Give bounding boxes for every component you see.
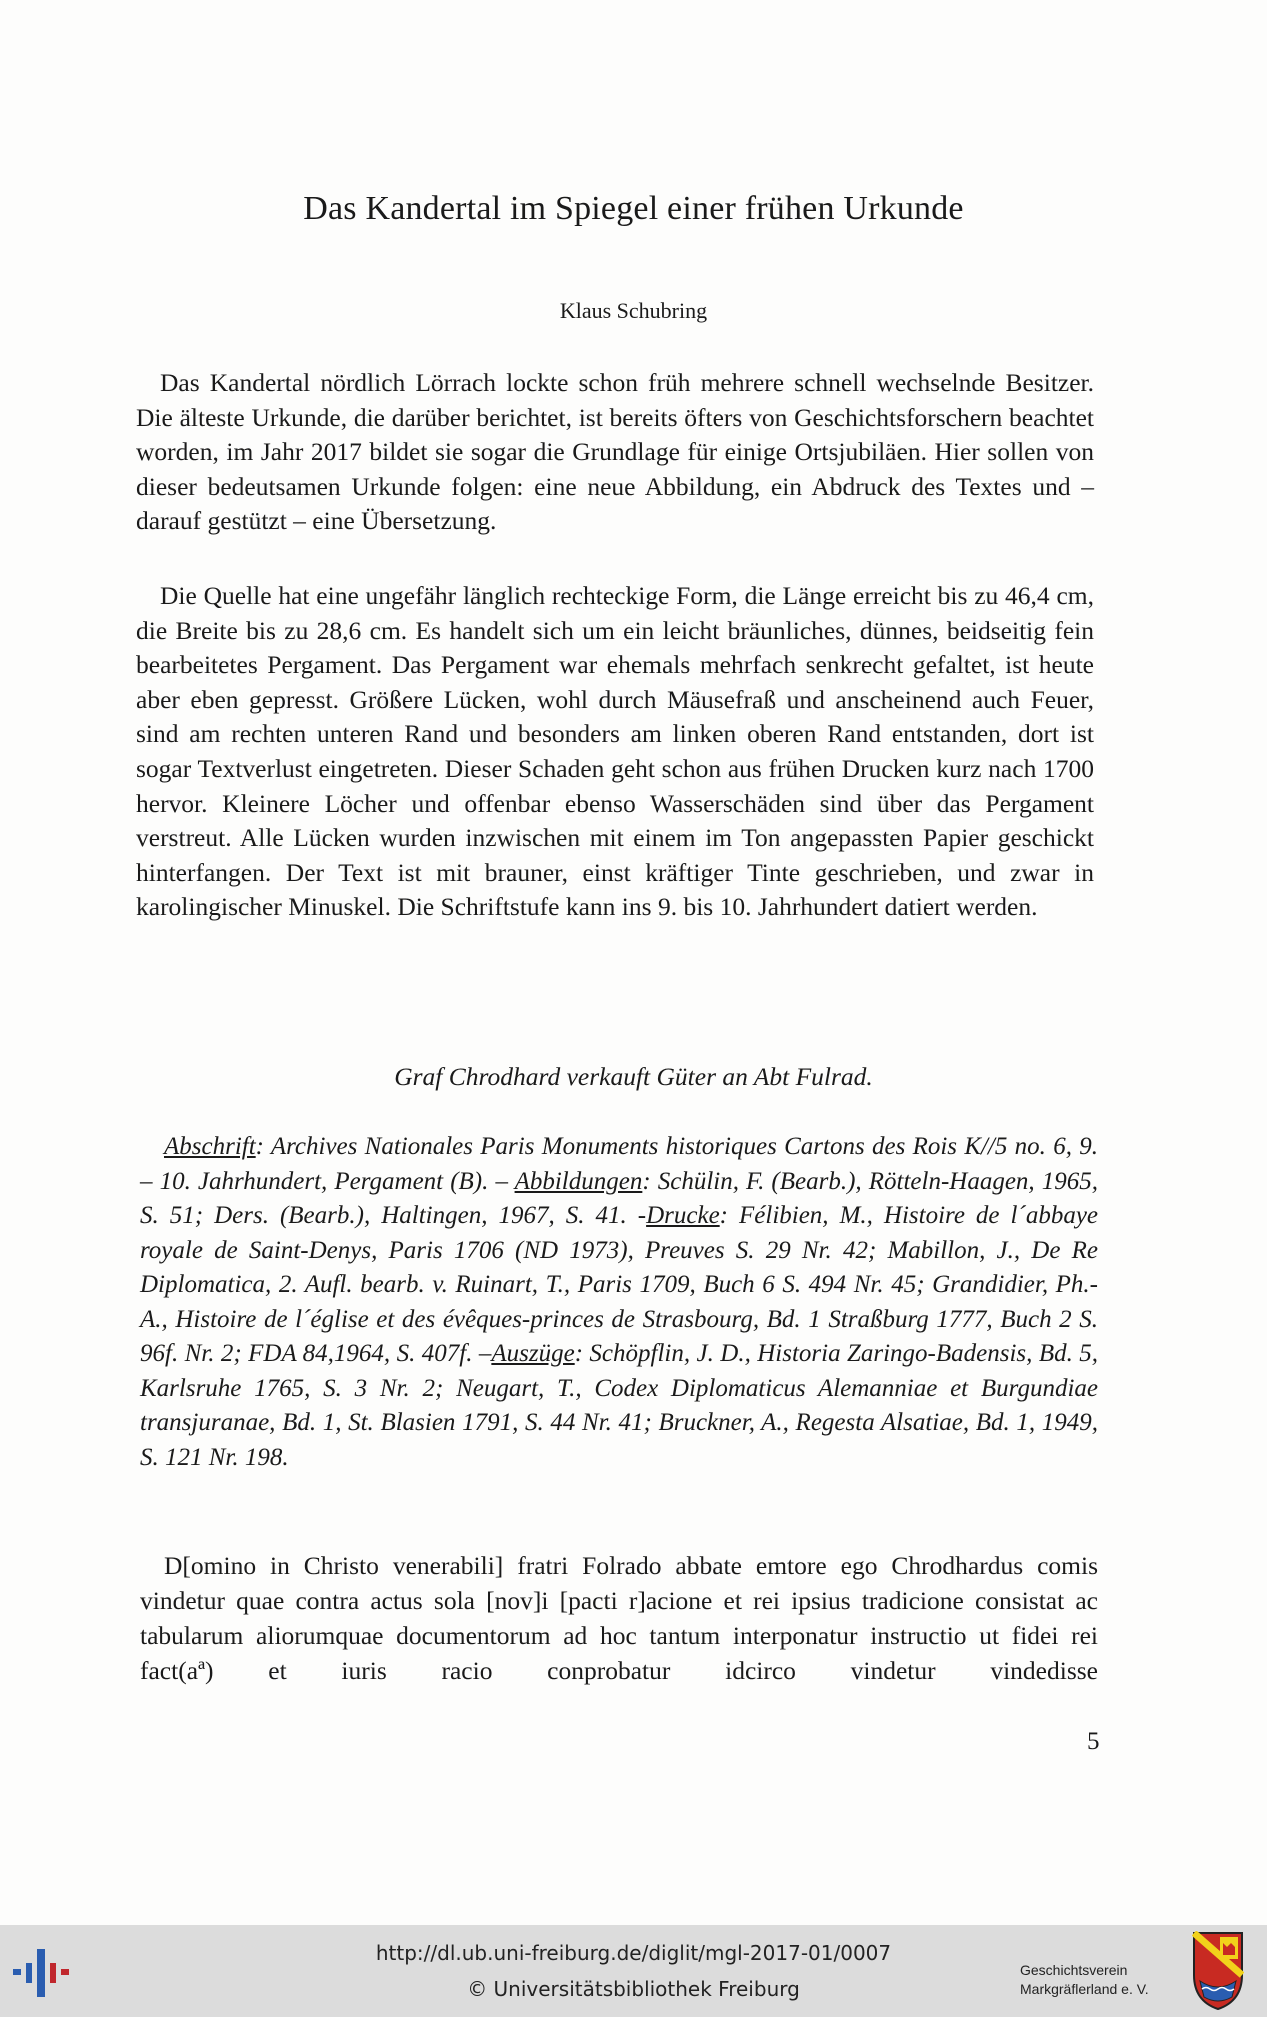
- footer-copyright: © Universitätsbibliothek Freiburg: [467, 1977, 800, 2001]
- footer-organization: [1020, 1961, 1180, 1999]
- org-name-line1: Geschichtsverein: [1020, 1962, 1128, 1978]
- section-title: Graf Chrodhard verkauft Güter an Abt Fulrad.: [394, 1062, 873, 1091]
- biblio-label-abbildungen: Abbildungen: [514, 1167, 643, 1195]
- footer-bar: [0, 1925, 1267, 2017]
- biblio-text-abschrift: : Archives Nationales Paris Monuments historiques Cartons des Rois K//5 no. 6, 9. – 10. Jahrhundert, Pergament (B). –: [140, 1133, 1098, 1195]
- bibliography: [140, 1130, 1098, 1475]
- org-name-line2: Markgräflerland e. V.: [1020, 1981, 1149, 1997]
- biblio-text-auszuege: : Schöpflin, J. D., Historia Zaringo-Badensis, Bd. 5, Karlsruhe 1765, S. 3 Nr. 2; Neugart, T., Codex Diplomaticus Alemanniae et Burgundiae transjuranae, Bd. 1, St. Blasien 1791, S. 44 Nr. 41; Bruckner, A., Regesta Alsatiae, Bd. 1, 1949, S. 121 Nr. 198.: [140, 1340, 1098, 1471]
- coat-of-arms-icon: [1192, 1931, 1244, 2011]
- biblio-label-abschrift: Abschrift: [164, 1133, 256, 1160]
- biblio-label-auszuege: Auszüge: [491, 1340, 575, 1367]
- footer-url-link[interactable]: http://dl.ub.uni-freiburg.de/diglit/mgl-2017-01/0007: [375, 1941, 892, 1965]
- paragraph-intro: Das Kandertal nördlich Lörrach lockte schon früh mehrere schnell wechselnde Besitzer. Die älteste Urkunde, die darüber berichtet, ist bereits öfters von Geschichtsforschern beachtet worden, im Jahr 2017 bildet sie sogar die Grundlage für einige Ortsjubiläen. Hier sollen von dieser bedeutsamen Urkunde folgen: eine neue Abbildung, ein Abdruck des Textes und – darauf gestützt – eine Übersetzung.: [136, 368, 1094, 536]
- biblio-text-abbildungen: : Schülin, F. (Bearb.), Rötteln-Haagen, 1965, S. 51; Ders. (Bearb.), Haltingen, 1967, S. 41. -: [140, 1167, 1098, 1229]
- latin-charter-text: D[omino in Christo venerabili] fratri Folrado abbate emtore ego Chrodhardus comis vindetur quae contra actus sola [nov]i [pacti r]acione et rei ipsius tradicione consistat ac tabularum aliorumquae documentorum ad hoc tantum interponatur instructio ut fidei rei fact(aª) et iuris racio conprobatur idcirco vindetur vindedisse: [140, 1551, 1098, 1685]
- biblio-label-drucke: Drucke: [646, 1202, 720, 1229]
- document-title: Das Kandertal im Spiegel einer frühen Urkunde: [303, 190, 964, 227]
- author-name: Klaus Schubring: [559, 298, 708, 323]
- paragraph-description: Die Quelle hat eine ungefähr länglich rechteckige Form, die Länge erreicht bis zu 46,4 cm, die Breite bis zu 28,6 cm. Es handelt sich um ein leicht bräunliches, dünnes, beidseitig fein bearbeitetes Pergament. Das Pergament war ehemals mehrfach senkrecht gefaltet, ist heute aber eben gepresst. Größere Lücken, wohl durch Mäusefraß und anscheinend auch Feuer, sind am rechten unteren Rand und besonders am linken oberen Rand entstanden, dort ist sogar Textverlust eingetreten. Dieser Schaden geht schon aus frühen Drucken kurz nach 1700 hervor. Kleinere Löcher und offenbar ebenso Wasserschäden sind über das Pergament verstreut. Alle Lücken wurden inzwischen mit einem im Ton angepassten Papier geschickt hinterfangen. Der Text ist mit brauner, einst kräftiger Tinte geschrieben, und zwar in karolingischer Minuskel. Die Schriftstufe kann ins 9. bis 10. Jahrhundert datiert werden.: [136, 581, 1094, 922]
- biblio-text-drucke: : Félibien, M., Histoire de l´abbaye royale de Saint-Denys, Paris 1706 (ND 1973), Preuves S. 29 Nr. 42; Mabillon, J., De Re Diplomatica, 2. Aufl. bearb. v. Ruinart, T., Paris 1709, Buch 6 S. 494 Nr. 45; Grandidier, Ph.-A., Histoire de l´église et des évêques-princes de Strasbourg, Bd. 1 Straßburg 1777, Buch 2 S. 96f. Nr. 2; FDA 84,1964, S. 407f. –: [140, 1202, 1099, 1367]
- page-number: 5: [1087, 1728, 1100, 1755]
